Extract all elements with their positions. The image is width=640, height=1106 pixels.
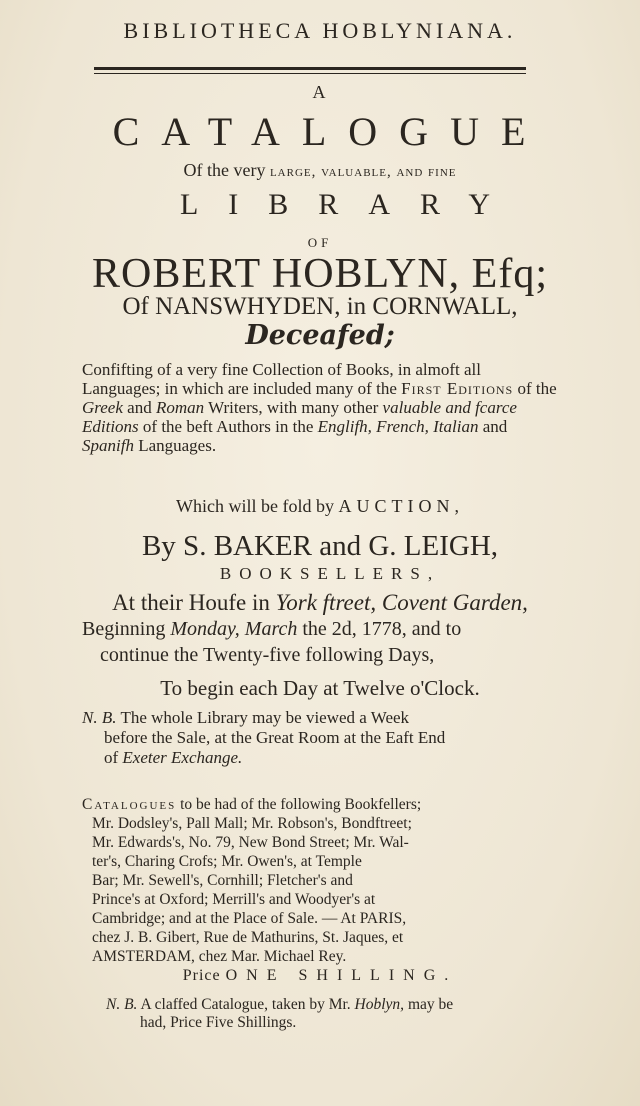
sellers-line-5: Bar; Mr. Sewell's, Cornhill; Fletcher's and <box>92 872 353 889</box>
description-text-1: Confifting of a very fine Collection of Books, in almoft all Languages; in which are included many of the <box>82 360 481 398</box>
valuable-editions-label: valuable and fcarce Editions <box>82 398 517 436</box>
catalogue-sellers <box>82 795 566 966</box>
roman-label: Roman <box>155 398 205 417</box>
duration-line: continue the Twenty-five following Days, <box>100 644 435 666</box>
location-street: York ftreet, Covent Garden, <box>275 590 528 615</box>
first-editions-label: First Editions <box>401 379 514 398</box>
location-text: At their Houfe in <box>112 590 270 615</box>
running-header: BIBLIOTHECA HOBLYNIANA. <box>123 18 517 43</box>
sellers-text-1: to be had of the following Bookfellers; <box>180 796 422 813</box>
nb-label: N. B. <box>82 708 117 727</box>
classed-note-text-2: may be <box>407 996 454 1013</box>
owner-place: Of NANSWHYDEN, in CORNWALL, <box>122 293 518 320</box>
viewing-note <box>82 708 562 768</box>
owner-name: ROBERT HOBLYN, Efq; <box>91 251 548 297</box>
subtitle-line <box>0 160 640 181</box>
description-text-3: Writers, with many other <box>208 398 379 417</box>
price-label: Price <box>182 967 221 984</box>
languages-list: Englifh, French, Italian <box>317 417 479 436</box>
greek-label: Greek <box>82 398 123 417</box>
start-date-line <box>82 618 562 641</box>
sellers-line-9: AMSTERDAM, chez Mar. Michael Rey. <box>92 948 347 965</box>
of-word: OF <box>307 235 333 250</box>
of-word-2: of <box>104 748 119 767</box>
deceased-label: Deceafed; <box>245 320 395 351</box>
description-text-2: of the <box>517 379 557 398</box>
classed-note-text: A claffed Catalogue, taken by Mr. <box>140 996 351 1013</box>
and-word: and <box>127 398 152 417</box>
start-time: To begin each Day at Twelve o'Clock. <box>160 676 480 700</box>
classed-note-line-2: had, Price Five Shillings. <box>140 1014 297 1031</box>
subtitle-of-the-very: Of the very <box>183 160 266 180</box>
viewing-note-line-2: before the Sale, at the Great Room at the Eaft End <box>104 728 446 747</box>
sellers-line-1 <box>82 795 566 814</box>
sellers-line-6: Prince's at Oxford; Merrill's and Woodyer's at <box>92 891 376 908</box>
price-line <box>0 967 640 985</box>
subtitle-qualifiers: large, valuable, and fine <box>269 164 457 180</box>
sellers-line-8: chez J. B. Gibert, Rue de Mathurins, St. Jaques, et <box>92 929 404 946</box>
sellers-line-2: Mr. Dodsley's, Pall Mall; Mr. Robson's, Bondftreet; <box>92 815 412 832</box>
description-text-4: of the beft Authors in the <box>142 417 314 436</box>
sellers-line-4: ter's, Charing Crofs; Mr. Owen's, at Temple <box>92 853 362 870</box>
catalogues-lead: Catalogues <box>82 796 177 813</box>
auctioneers: By S. BAKER and G. LEIGH, <box>141 530 499 562</box>
sellers-line-7: Cambridge; and at the Place of Sale. — At PARIS, <box>92 910 407 927</box>
classed-catalogue-note <box>106 996 546 1032</box>
price-amount: ONE SHILLING. <box>225 967 458 984</box>
viewing-note-line-1 <box>82 708 409 727</box>
exeter-exchange: Exeter Exchange. <box>122 748 243 767</box>
auction-line <box>0 496 640 517</box>
article-a: A <box>312 82 328 102</box>
sellers-line-3: Mr. Edwards's, No. 79, New Bond Street; Mr. Wal- <box>92 834 409 851</box>
viewing-note-text-1: The whole Library may be viewed a Week <box>120 708 410 727</box>
double-rule-thin <box>94 73 526 74</box>
double-rule-thick <box>94 67 526 70</box>
nb-label-2: N. B. <box>106 996 138 1013</box>
viewing-note-line-3 <box>82 748 562 768</box>
which-text: Which will be fold by <box>176 496 334 516</box>
library-heading: LIBRARY <box>179 188 521 221</box>
location-line <box>0 590 640 616</box>
start-date-text: the 2d, 1778, and to <box>302 618 462 640</box>
classed-note-line-1 <box>106 996 453 1013</box>
collection-description <box>82 360 562 455</box>
and-word-2: and <box>482 417 508 436</box>
beginning-word: Beginning <box>82 618 166 640</box>
start-weekday-month: Monday, March <box>170 618 298 640</box>
hoblyn-name: Hoblyn, <box>354 996 405 1013</box>
auction-word: AUCTION, <box>338 496 464 516</box>
description-text-5: Languages. <box>138 436 217 455</box>
catalogue-heading: CATALOGUE <box>112 109 548 154</box>
spanish-label: Spanifh <box>82 436 134 455</box>
booksellers-label: BOOKSELLERS, <box>219 564 441 583</box>
